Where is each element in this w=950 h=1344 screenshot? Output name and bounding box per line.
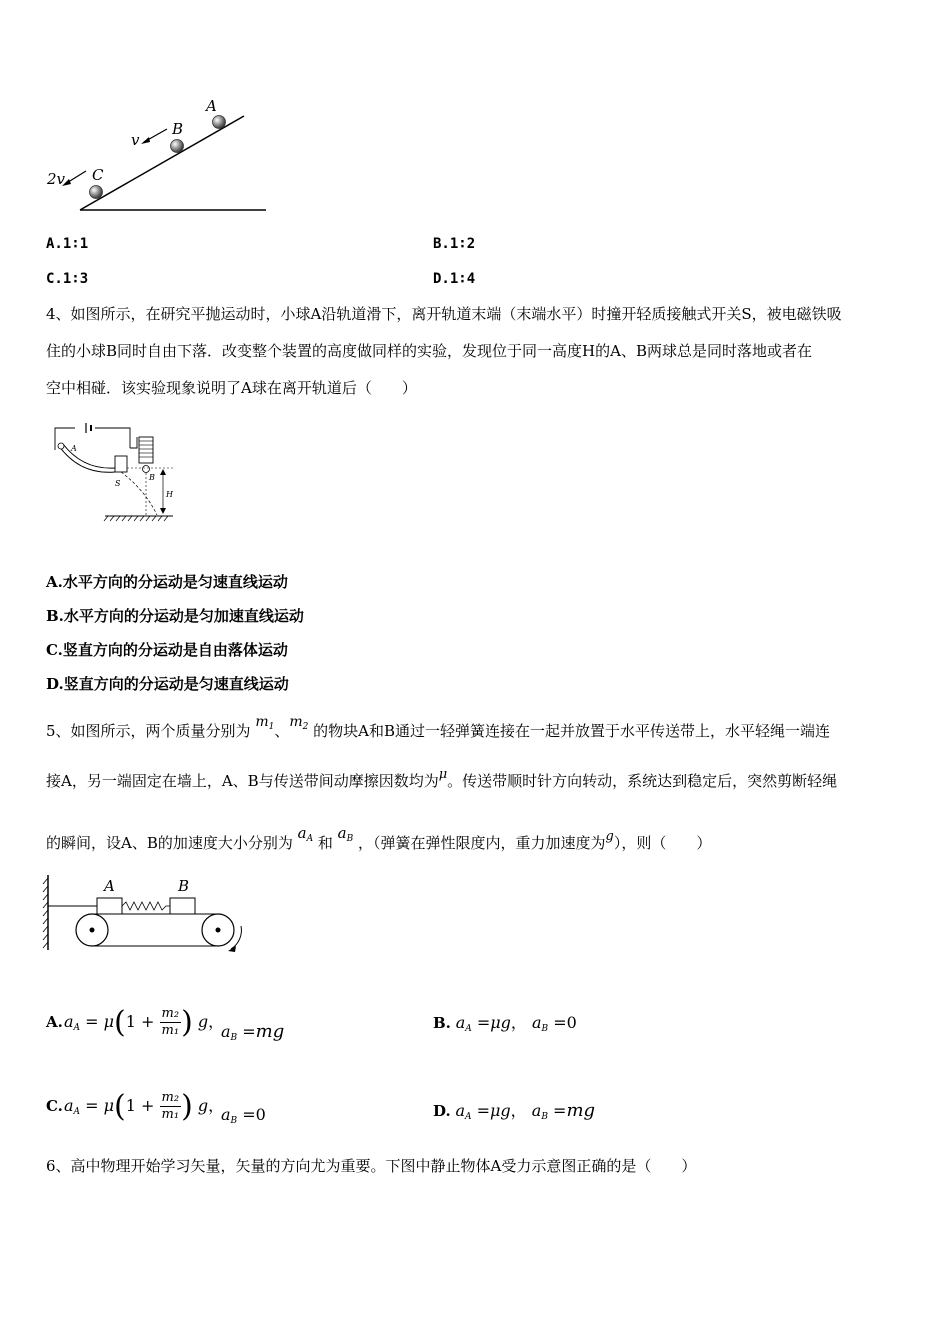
q4-line-1: 4、如图所示，在研究平抛运动时，小球A沿轨道滑下，离开轨道末端（末端水平）时撞开轻质接触式开关S，被电磁铁吸 [46, 305, 842, 323]
block-b [170, 898, 195, 914]
q5-line-2: 接A，另一端固定在墙上，A、B与传送带间动摩擦因数均为μ。传送带顺时针方向转动，系统达到稳定后，突然剪断轻绳 [46, 767, 838, 790]
label-h: H [166, 490, 173, 499]
q4-option-d: D.竖直方向的分运动是匀速直线运动 [46, 675, 289, 693]
label-s: S [115, 479, 121, 488]
q6-text: 6、高中物理开始学习矢量，矢量的方向尤为重要。下图中静止物体A受力示意图正确的是（ ） [46, 1157, 697, 1175]
q5-option-b: B. $a_A =\mu g$， $a_B =0$ [433, 1013, 577, 1034]
q4-option-b: B.水平方向的分运动是匀加速直线运动 [46, 607, 304, 625]
q4-option-a: A.水平方向的分运动是匀速直线运动 [46, 573, 288, 591]
q3-option-c: C.1∶3 [46, 271, 89, 287]
label-a: A [104, 877, 115, 895]
q3-option-a: A.1∶1 [46, 236, 89, 252]
q5-line-1: 5、如图所示，两个质量分别为 $m_1$、$m_2$ 的物块A和B通过一轻弹簧连接在一起并放置于水平传送带上，水平轻绳一端连 [46, 714, 831, 740]
ball-a [58, 443, 64, 449]
incline-figure [40, 95, 280, 220]
q3-option-b: B.1∶2 [433, 236, 476, 252]
incline-line [80, 116, 244, 210]
label-a: A [206, 97, 217, 115]
q3-option-d: D.1∶4 [433, 271, 476, 287]
block-a [97, 898, 122, 914]
ball-c [90, 186, 103, 199]
label-2v: 2v [47, 170, 66, 188]
conveyor-figure [40, 870, 255, 955]
label-a: A [71, 444, 77, 453]
q4-option-c: C.竖直方向的分运动是自由落体运动 [46, 641, 288, 659]
projectile-apparatus-figure [45, 420, 180, 525]
label-b: B [178, 877, 190, 895]
ball-b [143, 466, 150, 473]
arrow-v-head [141, 137, 150, 144]
spring [122, 902, 170, 910]
ball-a [213, 116, 226, 129]
q4-line-3: 空中相碰．该实验现象说明了A球在离开轨道后（ ） [46, 379, 417, 397]
label-c: C [92, 166, 104, 184]
label-b: B [149, 473, 155, 482]
ball-b [171, 140, 184, 153]
label-b: B [172, 120, 184, 138]
q5-option-d: D. $a_A =\mu g$， $a_B =mg$ [433, 1100, 596, 1122]
label-v: v [131, 131, 140, 149]
q4-line-2: 住的小球B同时自由下落．改变整个装置的高度做同样的实验，发现位于同一高度H的A、B两球总是同时落地或者在 [46, 342, 812, 360]
q5-line-3: 的瞬间，设A、B的加速度大小分别为 $a_A$ 和 $a_B$ ，（弹簧在弹性限度内，重力加速度为g），则（ ） [46, 824, 712, 852]
